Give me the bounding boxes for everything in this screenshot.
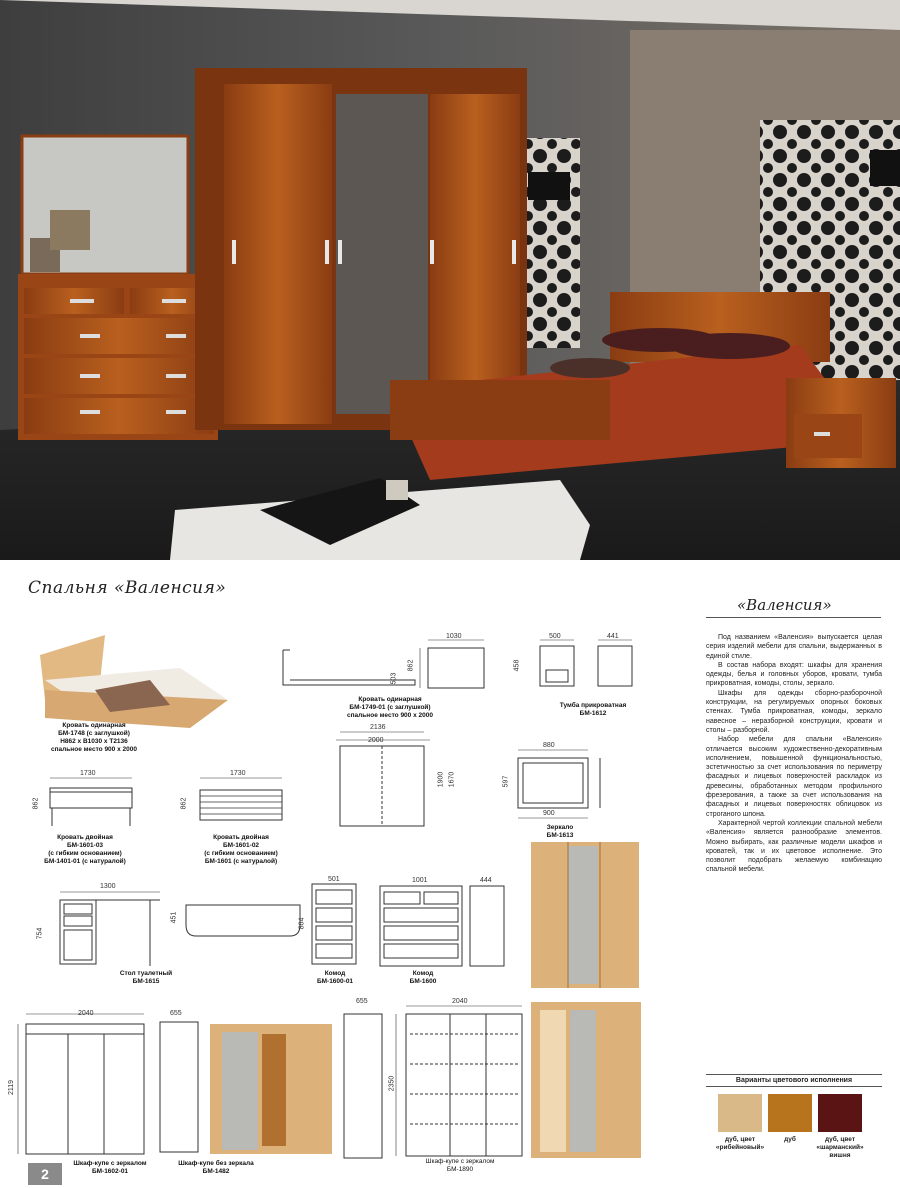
dim-1730-a: 1730 <box>80 770 96 777</box>
label-single-bed-2: Кровать одинарная БМ-1749-01 (с заглушкой) спальное место 900 х 2000 <box>347 696 433 719</box>
dim-2136: 2136 <box>370 724 386 731</box>
label-mirror: Зеркало БМ-1613 <box>546 824 574 839</box>
paragraph-2: В состав набора входят: шкафы для хранения одежды, белья и головных уборов, кровати, тумба прикроватная, комоды, столы, зеркало. <box>706 661 882 688</box>
collection-title: «Валенсия» <box>737 596 832 614</box>
label-double-bed-1: Кровать двойная БМ-1601-03 (с гибким основанием) БМ-1401-01 (с натуралой) <box>44 834 126 865</box>
paragraph-1: Под названием «Валенсия» выпускается целая серия изделий мебели для спальни, выдержанных в единой стиле. <box>706 634 882 660</box>
dim-655-a: 655 <box>170 1010 182 1017</box>
label-chest-2: Комод БМ-1600 <box>409 970 437 985</box>
dim-2000: 2000 <box>368 737 384 744</box>
label-double-bed-2: Кровать двойная БМ-1601-02 (с гибким основанием) БМ-1601 (с натуралой) <box>204 834 278 865</box>
dim-458: 458 <box>513 659 521 672</box>
dim-2119: 2119 <box>8 1079 16 1096</box>
swatch-label-1: дуб, цвет «рибейновый» <box>715 1136 765 1151</box>
variants-title: Варианты цветового исполнения <box>706 1074 882 1087</box>
dim-1300: 1300 <box>100 883 116 890</box>
dim-862-a: 862 <box>32 797 40 810</box>
dim-1730-b: 1730 <box>230 770 246 777</box>
swatch-cherry <box>818 1094 862 1132</box>
label-dressing-table: Стол туалетный БМ-1615 <box>119 970 173 985</box>
dim-655-b: 655 <box>356 998 368 1005</box>
dim-2350: 2350 <box>388 1075 396 1092</box>
swatch-light-oak <box>718 1094 762 1132</box>
dim-2040-a: 2040 <box>78 1010 94 1017</box>
label-chest-1: Комод БМ-1600-01 <box>316 970 354 985</box>
label-nightstand: Тумба прикроватная БМ-1612 <box>559 702 627 717</box>
swatch-label-2: дуб <box>784 1136 796 1143</box>
dim-1030: 1030 <box>446 633 462 640</box>
swatch-oak <box>768 1094 812 1132</box>
label-wardrobe-mirror: Шкаф-купе с зеркалом БМ-1602-01 <box>73 1160 147 1175</box>
label-single-bed: Кровать одинарная БМ-1748 (с заглушкой) Н862 х В1030 х Т2136 спальное место 900 х 2000 <box>51 722 137 753</box>
single-bed-image <box>40 635 228 728</box>
dim-862: 862 <box>407 659 415 672</box>
dim-864: 864 <box>298 917 306 930</box>
dim-597: 597 <box>502 775 510 788</box>
dim-1900: 1900 <box>437 771 445 788</box>
label-wardrobe-no-mirror: Шкаф-купе без зеркала БМ-1482 <box>178 1160 254 1175</box>
page-number: 2 <box>28 1163 62 1185</box>
dim-2040-b: 2040 <box>452 998 468 1005</box>
dim-451: 451 <box>170 911 178 924</box>
swatch-label-3: дуб, цвет «шарманский» вишня <box>816 1136 864 1159</box>
dim-1001: 1001 <box>412 877 428 884</box>
label-wardrobe-big: Шкаф-купе с зеркалом БМ-1890 <box>425 1158 495 1173</box>
dim-503: 503 <box>390 672 398 685</box>
dim-501: 501 <box>328 876 340 883</box>
paragraph-3: Шкафы для одежды сборно-разборочной конструкции, на регулируемых опорных боковых стенках. Тумба прикроватная, комоды, зеркало навесное – неразборной конструкции, кровати и столы – разборной. <box>706 689 882 734</box>
paragraph-4: Набор мебели для спальни «Валенсия» отличается высоким художественно-декоративным исполнением, повышенной функциональностью, эстетичностью за счет использования по периметру фасадных и лицевых поверхностей раскладок из древесины, обработанных методом профильного фрезерования, а также за счет использования на фасадных и лицевых поверхностях облицовок из строганого шпона. <box>706 736 882 818</box>
dim-754: 754 <box>36 927 44 940</box>
dim-441: 441 <box>607 633 619 640</box>
dim-862-b: 862 <box>180 797 188 810</box>
dim-500: 500 <box>549 633 561 640</box>
page-title: Спальня «Валенсия» <box>28 578 227 598</box>
dim-900: 900 <box>543 810 555 817</box>
dim-444: 444 <box>480 877 492 884</box>
paragraph-5: Характерной чертой коллекции спальной мебели «Валенсия» является разнообразие элементов. Можно выбирать, как различные модели шкафов и кроватей, так и их цветовое исполнение. Это позволит подобрать желаемую комбинацию спальной мебели. <box>706 819 882 874</box>
dim-880: 880 <box>543 742 555 749</box>
dim-1670: 1670 <box>448 771 456 788</box>
